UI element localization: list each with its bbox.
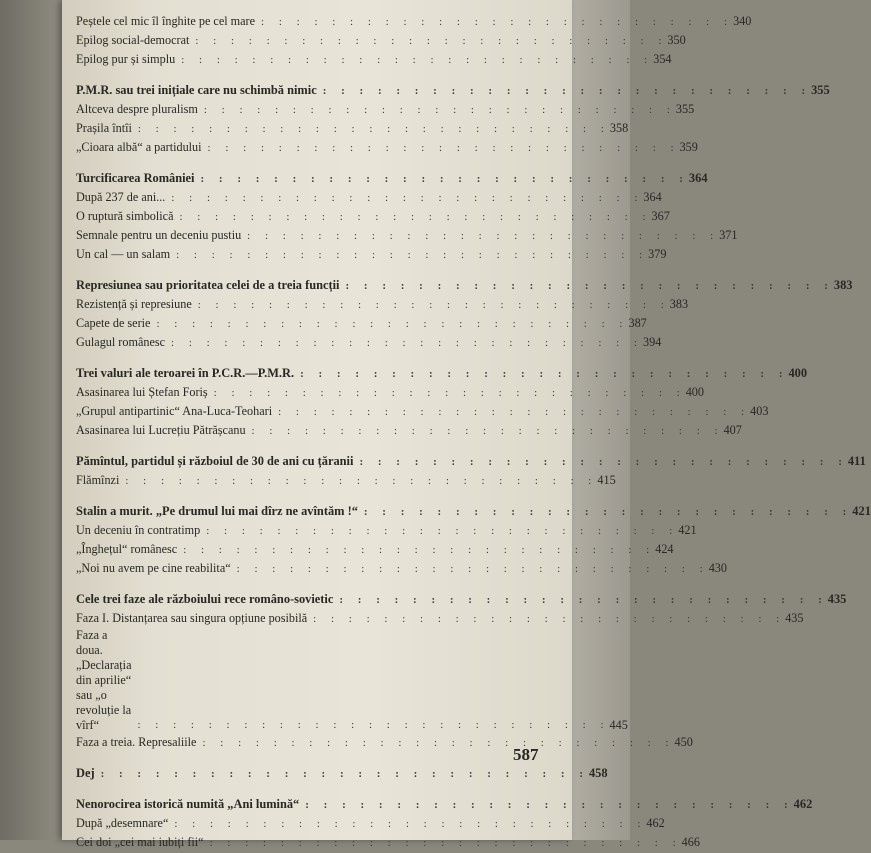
- toc-entry: [76, 119, 629, 138]
- toc-entry-page: 400: [788, 366, 808, 380]
- toc-entry-title: Un cal — un salam: [76, 247, 171, 261]
- toc-entry-page: 407: [723, 423, 742, 437]
- toc-entry-page: 462: [646, 816, 665, 830]
- toc-entry: [76, 12, 752, 31]
- table-of-contents: [76, 12, 871, 852]
- toc-entry-title: Faza a treia. Represaliile: [76, 735, 197, 749]
- dot-leader: : : : : : : : : : : : : : : : : : : : : : : : : : : :: [176, 249, 649, 261]
- toc-entry-page: 364: [643, 190, 662, 204]
- toc-chapter: [76, 452, 866, 471]
- toc-entry-title: Epilog social-democrat: [76, 33, 190, 47]
- toc-entry: [76, 733, 693, 752]
- toc-entry-page: 458: [588, 766, 608, 780]
- toc-entry-page: 367: [651, 209, 670, 223]
- dot-leader: : : : : : : : : : : : : : : : : : : : : : : : : : : :: [359, 456, 848, 468]
- dot-leader: : : : : : : : : : : : : : : : : : : : : : : : : : : :: [197, 299, 670, 311]
- dot-leader: : : : : : : : : : : : : : : : : : : : : : : : : : : :: [137, 719, 610, 731]
- toc-entry: [76, 559, 727, 578]
- dot-leader: : : : : : : : : : : : : : : : : : : : : : : : : : : :: [363, 506, 853, 518]
- toc-entry: [76, 471, 616, 490]
- dot-leader: : : : : : : : : : : : : : : : : : : : : : : : : : : :: [207, 142, 680, 154]
- toc-entry-page: 424: [655, 542, 674, 556]
- dot-leader: : : : : : : : : : : : : : : : : : : : : : : : : : : :: [322, 85, 812, 97]
- toc-chapter-title: P.M.R. sau trei inițiale care nu schimbă nimic: [76, 83, 317, 97]
- toc-entry-page: 394: [643, 335, 662, 349]
- dot-leader: : : : : : : : : : : : : : : : : : : : : : : : : : : :: [236, 563, 709, 575]
- toc-entry-page: 350: [667, 33, 686, 47]
- dot-leader: : : : : : : : : : : : : : : : : : : : : : : : : : : :: [195, 35, 668, 47]
- toc-entry: [76, 421, 742, 440]
- toc-entry-page: 435: [827, 592, 847, 606]
- toc-chapter-title: Cele trei faze ale războiului rece româno-sovietic: [76, 592, 334, 606]
- toc-entry-page: 354: [653, 52, 672, 66]
- dot-leader: : : : : : : : : : : : : : : : : : : : : : : : : : : :: [174, 818, 647, 830]
- toc-entry-page: 411: [847, 454, 866, 468]
- toc-entry-page: 355: [811, 83, 830, 97]
- toc-entry: [76, 333, 662, 352]
- toc-entry-page: 379: [648, 247, 667, 261]
- toc-entry-title: Capete de serie: [76, 316, 151, 330]
- toc-entry-page: 435: [785, 611, 804, 625]
- dot-leader: : : : : : : : : : : : : : : : : : : : : : : : : : : :: [313, 613, 786, 625]
- toc-entry-title: Altceva despre pluralism: [76, 102, 198, 116]
- toc-chapter-title: Stalin a murit. „Pe drumul lui mai dîrz ne avîntăm !“: [76, 504, 358, 518]
- toc-entry-title: Gulagul românesc: [76, 335, 166, 349]
- toc-entry: [76, 295, 689, 314]
- toc-entry: [76, 402, 769, 421]
- toc-entry-page: 430: [708, 561, 727, 575]
- toc-entry-page: 383: [833, 278, 853, 292]
- toc-chapter: [76, 364, 808, 383]
- page-number: 587: [513, 745, 539, 764]
- toc-entry: [76, 100, 695, 119]
- toc-entry-page: 358: [609, 121, 629, 135]
- toc-entry-page: 364: [688, 171, 708, 185]
- toc-chapter-title: Trei valuri ale teroarei în P.C.R.—P.M.R.: [76, 366, 295, 380]
- toc-chapter: [76, 795, 813, 814]
- toc-entry-title: Faza I. Distanțarea sau singura opțiune posibilă: [76, 611, 308, 625]
- toc-entry-title: Prașila întîi: [76, 121, 132, 135]
- toc-entry-title: Peștele cel mic îl înghite pe cel mare: [76, 14, 256, 28]
- toc-entry-page: 400: [685, 385, 704, 399]
- dot-leader: : : : : : : : : : : : : : : : : : : : : : : : : : : :: [209, 837, 682, 849]
- toc-entry-page: 421: [678, 523, 697, 537]
- toc-entry-title: „Grupul antipartinic“ Ana-Luca-Teohari: [76, 404, 273, 418]
- dot-leader: : : : : : : : : : : : : : : : : : : : : : : : : : : :: [202, 737, 675, 749]
- toc-entry: [76, 138, 698, 157]
- dot-leader: : : : : : : : : : : : : : : : : : : : : : : : : : : :: [137, 123, 610, 135]
- toc-chapter-title: Nenorocirea istorică numită „Ani lumină“: [76, 797, 300, 811]
- toc-entry: [76, 245, 667, 264]
- toc-chapter: [76, 169, 708, 188]
- toc-entry-title: Faza a doua. „Declarația din aprilie“ sau „o revoluție la vîrf“: [76, 628, 132, 732]
- toc-entry-page: 450: [674, 735, 693, 749]
- dot-leader: : : : : : : : : : : : : : : : : : : : : : : : : : : :: [203, 104, 676, 116]
- toc-chapter: [76, 764, 608, 783]
- toc-entry: [76, 188, 662, 207]
- toc-chapter-title: Pămîntul, partidul și războiul de 30 de ani cu țăranii: [76, 454, 354, 468]
- dot-leader: : : : : : : : : : : : : : : : : : : : : : : : : : : :: [251, 425, 724, 437]
- toc-chapter-title: Dej: [76, 766, 95, 780]
- toc-entry: [76, 814, 665, 833]
- toc-chapter-title: Represiunea sau prioritatea celei de a treia funcții: [76, 278, 340, 292]
- toc-chapter: [76, 276, 853, 295]
- dot-leader: : : : : : : : : : : : : : : : : : : : : : : : : : : :: [171, 337, 644, 349]
- toc-entry: [76, 609, 804, 628]
- dot-leader: : : : : : : : : : : : : : : : : : : : : : : : : : : :: [179, 211, 652, 223]
- toc-entry: [76, 31, 686, 50]
- toc-entry-title: Asasinarea lui Lucrețiu Pătrășcanu: [76, 423, 246, 437]
- toc-entry-title: Semnale pentru un deceniu pustiu: [76, 228, 242, 242]
- toc-entry-title: Epilog pur și simplu: [76, 52, 176, 66]
- dot-leader: : : : : : : : : : : : : : : : : : : : : : : : : : : :: [100, 768, 589, 780]
- dot-leader: : : : : : : : : : : : : : : : : : : : : : : : : : : :: [345, 280, 834, 292]
- toc-entry: [76, 207, 670, 226]
- toc-chapter-title: Turcificarea României: [76, 171, 195, 185]
- book-page: [62, 0, 871, 849]
- dot-leader: : : : : : : : : : : : : : : : : : : : : : : : : : : :: [278, 406, 751, 418]
- dot-leader: : : : : : : : : : : : : : : : : : : : : : : : : : : :: [181, 54, 654, 66]
- dot-leader: : : : : : : : : : : : : : : : : : : : : : : : : : : :: [213, 387, 686, 399]
- toc-entry-page: 445: [609, 718, 628, 732]
- toc-entry-page: 383: [669, 297, 689, 311]
- dot-leader: : : : : : : : : : : : : : : : : : : : : : : : : : : :: [200, 173, 689, 185]
- dot-leader: : : : : : : : : : : : : : : : : : : : : : : : : : : :: [125, 475, 598, 487]
- toc-entry-title: „Noi nu avem pe cine reabilita“: [76, 561, 231, 575]
- toc-entry-page: 355: [675, 102, 695, 116]
- toc-entry-page: 403: [750, 404, 769, 418]
- toc-entry-title: Un deceniu în contratimp: [76, 523, 201, 537]
- toc-entry-page: 462: [793, 797, 813, 811]
- toc-entry: [76, 540, 674, 559]
- toc-entry-title: Cei doi „cei mai iubiți fii“: [76, 835, 204, 849]
- toc-chapter: [76, 502, 871, 521]
- toc-entry: [76, 521, 697, 540]
- toc-entry-title: O ruptură simbolică: [76, 209, 174, 223]
- book-gutter-shadow: [0, 0, 62, 840]
- dot-leader: : : : : : : : : : : : : : : : : : : : : : : : : : : :: [305, 799, 794, 811]
- toc-entry-title: După „desemnare“: [76, 816, 169, 830]
- dot-leader: : : : : : : : : : : : : : : : : : : : : : : : : : : :: [300, 368, 789, 380]
- toc-entry: [76, 226, 738, 245]
- toc-entry-page: 340: [733, 14, 752, 28]
- dot-leader: : : : : : : : : : : : : : : : : : : : : : : : : : : :: [156, 318, 629, 330]
- toc-entry-page: 359: [679, 140, 698, 154]
- toc-entry-title: Flămînzi: [76, 473, 120, 487]
- toc-chapter: [76, 590, 847, 609]
- toc-entry-page: 387: [628, 316, 647, 330]
- toc-entry: [76, 628, 628, 733]
- dot-leader: : : : : : : : : : : : : : : : : : : : : : : : : : : :: [183, 544, 656, 556]
- toc-entry: [76, 314, 647, 333]
- toc-entry-title: „Înghețul“ românesc: [76, 542, 178, 556]
- toc-entry-page: 371: [719, 228, 738, 242]
- toc-entry-title: „Cioara albă“ a partidului: [76, 140, 202, 154]
- toc-entry-page: 415: [597, 473, 616, 487]
- dot-leader: : : : : : : : : : : : : : : : : : : : : : : : : : : :: [171, 192, 644, 204]
- toc-entry: [76, 383, 704, 402]
- dot-leader: : : : : : : : : : : : : : : : : : : : : : : : : : : :: [339, 594, 828, 606]
- dot-leader: : : : : : : : : : : : : : : : : : : : : : : : : : : :: [206, 525, 679, 537]
- toc-chapter: [76, 81, 830, 100]
- toc-entry-title: După 237 de ani...: [76, 190, 166, 204]
- dot-leader: : : : : : : : : : : : : : : : : : : : : : : : : : : :: [261, 16, 734, 28]
- dot-leader: : : : : : : : : : : : : : : : : : : : : : : : : : : :: [247, 230, 720, 242]
- toc-entry-title: Rezistență și represiune: [76, 297, 192, 311]
- toc-entry: [76, 50, 672, 69]
- toc-entry-title: Asasinarea lui Ștefan Foriș: [76, 385, 208, 399]
- toc-entry-page: 466: [681, 835, 700, 849]
- toc-entry: [76, 833, 700, 852]
- toc-entry-page: 421: [852, 504, 871, 518]
